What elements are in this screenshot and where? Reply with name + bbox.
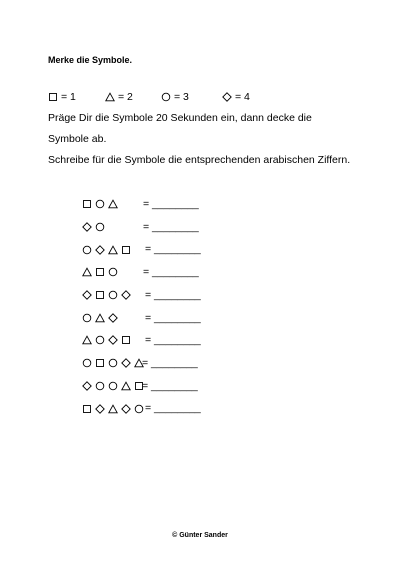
exercise-row [82,402,222,414]
exercise-row [82,289,222,301]
answer-blank: = ________ [145,243,201,256]
legend-value: = 2 [118,91,133,103]
diamond-icon [121,290,131,300]
exercise-row [82,243,222,255]
legend-item-square [48,91,76,103]
circle-icon [95,381,105,391]
diamond-icon [108,335,118,345]
circle-icon [108,358,118,368]
triangle-icon [108,404,118,414]
legend-value: = 4 [235,91,250,103]
instruction-line-3: Schreibe für die Symbole die entsprechenden arabischen Ziffern. [48,154,351,166]
legend-item-circle [161,91,189,103]
square-icon [82,199,92,209]
circle-icon [82,313,92,323]
exercise-row [82,312,222,324]
triangle-icon [108,245,118,255]
symbol-sequence [82,357,147,369]
circle-icon [95,335,105,345]
legend-value: = 1 [61,91,76,103]
answer-blank: = ________ [142,379,198,392]
exercise-row [82,357,222,369]
circle-icon [108,290,118,300]
legend-value: = 3 [174,91,189,103]
circle-icon [161,92,171,102]
symbol-sequence [82,266,121,278]
answer-blank: = ________ [145,402,201,415]
symbol-sequence [82,380,147,392]
diamond-icon [121,404,131,414]
symbol-legend [48,91,308,105]
instruction-line-1: Präge Dir die Symbole 20 Sekunden ein, dann decke die [48,112,312,124]
diamond-icon [82,222,92,232]
answer-blank: = ________ [142,356,198,369]
square-icon [82,404,92,414]
instruction-line-2: Symbole ab. [48,133,107,145]
diamond-icon [222,92,232,102]
symbol-sequence [82,402,147,414]
circle-icon [108,267,118,277]
legend-item-triangle [105,91,133,103]
diamond-icon [108,313,118,323]
exercise-row [82,334,222,346]
symbol-sequence [82,243,134,255]
answer-blank: = ________ [145,311,201,324]
triangle-icon [108,199,118,209]
triangle-icon [95,313,105,323]
square-icon [95,290,105,300]
triangle-icon [82,267,92,277]
triangle-icon [82,335,92,345]
square-icon [95,267,105,277]
symbol-sequence [82,198,121,210]
circle-icon [108,381,118,391]
symbol-sequence [82,289,134,301]
diamond-icon [82,290,92,300]
exercise-row [82,380,222,392]
answer-blank: = ________ [145,288,201,301]
circle-icon [82,358,92,368]
diamond-icon [95,245,105,255]
square-icon [121,335,131,345]
circle-icon [82,245,92,255]
square-icon [95,358,105,368]
exercise-row [82,221,222,233]
circle-icon [95,222,105,232]
symbol-sequence [82,334,134,346]
answer-blank: = ________ [145,334,201,347]
diamond-icon [82,381,92,391]
page-title: Merke die Symbole. [48,55,133,65]
copyright-footer: © Günter Sander [172,532,228,539]
answer-blank: = ________ [143,266,199,279]
triangle-icon [121,381,131,391]
diamond-icon [95,404,105,414]
exercise-row [82,266,222,278]
circle-icon [134,404,144,414]
square-icon [121,245,131,255]
answer-blank: = ________ [143,220,199,233]
symbol-sequence [82,221,108,233]
circle-icon [95,199,105,209]
legend-item-diamond [222,91,250,103]
triangle-icon [105,92,115,102]
symbol-sequence [82,312,121,324]
square-icon [48,92,58,102]
exercise-row [82,198,222,210]
diamond-icon [121,358,131,368]
answer-blank: = ________ [143,198,199,210]
